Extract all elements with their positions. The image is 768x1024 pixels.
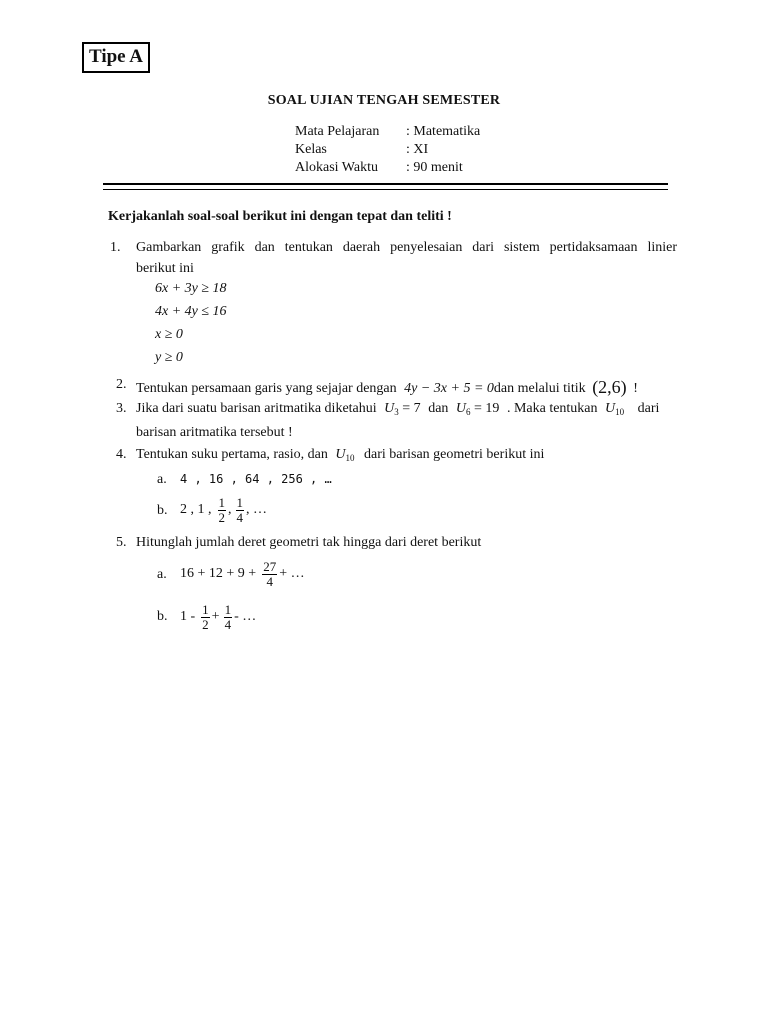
- point-coordinate: (2,6): [592, 377, 627, 397]
- question-text: [136, 447, 544, 464]
- text-segment: dan melalui titik: [493, 381, 586, 396]
- meta-label-class: Kelas: [295, 142, 327, 157]
- text-segment: dari: [637, 401, 660, 416]
- term-index: 6: [466, 407, 471, 417]
- instruction-text: Kerjakanlah soal-soal berikut ini dengan tepat dan teliti !: [108, 209, 452, 224]
- meta-label-subject: Mata Pelajaran: [295, 124, 380, 139]
- series-terms: 16 + 12 + 9 +: [180, 565, 257, 581]
- text-segment: Tentukan suku pertama, rasio, dan: [136, 447, 328, 462]
- exam-type-label: Tipe A: [88, 46, 144, 68]
- question-text: Gambarkan grafik dan tentukan daerah penyelesaian dari sistem pertidaksamaan linier: [136, 240, 677, 255]
- series-a: [180, 553, 305, 595]
- question-number: 4.: [116, 447, 127, 462]
- term-symbol: U: [605, 401, 616, 416]
- text-segment: dari barisan geometri berikut ini: [363, 447, 545, 462]
- fraction: [201, 603, 210, 631]
- fraction: [218, 496, 227, 524]
- header-divider-bottom: [103, 189, 668, 190]
- question-text: Hitunglah jumlah deret geometri tak hingga dari deret berikut: [136, 535, 482, 550]
- separator: ,: [228, 501, 232, 517]
- sequence-a: 4 , 16 , 64 , 256 , …: [180, 472, 332, 486]
- operator: +: [211, 608, 220, 624]
- series-terms: 1 -: [180, 608, 196, 624]
- text-segment: dan: [428, 401, 449, 416]
- term-symbol: U: [384, 401, 395, 416]
- inequality: 4x + 4y ≤ 16: [155, 304, 227, 319]
- denominator: 4: [266, 573, 273, 589]
- term-symbol: U: [455, 401, 467, 416]
- fraction: [224, 603, 233, 631]
- series-ellipsis: - …: [234, 608, 257, 624]
- header-divider-top: [103, 183, 668, 185]
- question-text-cont: barisan aritmatika tersebut !: [136, 425, 293, 440]
- sequence-ellipsis: , …: [246, 501, 267, 517]
- term-index: 10: [615, 407, 625, 417]
- numerator: 1: [202, 601, 209, 617]
- question-number: 3.: [116, 401, 127, 416]
- inequality: y ≥ 0: [155, 350, 183, 365]
- denominator: 2: [202, 616, 209, 632]
- meta-label-duration: Alokasi Waktu: [295, 160, 378, 175]
- question-text: [136, 377, 638, 399]
- meta-value-duration: : 90 menit: [406, 160, 463, 175]
- text-segment: . Maka tentukan: [506, 401, 598, 416]
- option-label: a.: [157, 567, 167, 582]
- denominator: 4: [236, 509, 243, 525]
- exam-title: SOAL UJIAN TENGAH SEMESTER: [267, 93, 501, 108]
- series-b: [180, 596, 256, 638]
- question-number: 5.: [116, 535, 127, 550]
- term-index: 10: [345, 453, 355, 463]
- question-text-cont: berikut ini: [136, 261, 194, 276]
- meta-value-subject: : Matematika: [406, 124, 481, 139]
- numerator: 1: [218, 494, 225, 510]
- numerator: 1: [224, 601, 232, 617]
- sequence-terms: 2 , 1 ,: [180, 501, 212, 517]
- denominator: 2: [218, 509, 225, 525]
- text-segment: !: [633, 381, 638, 396]
- series-ellipsis: + …: [279, 565, 305, 581]
- question-number: 2.: [116, 377, 127, 392]
- term-value: = 19: [474, 401, 500, 416]
- exam-type-box: [82, 42, 150, 73]
- meta-value-class: : XI: [406, 142, 429, 157]
- inequality: 6x + 3y ≥ 18: [155, 281, 227, 296]
- numerator: 1: [236, 494, 243, 510]
- inequality: x ≥ 0: [155, 327, 183, 342]
- term-symbol: U: [335, 447, 346, 462]
- fraction: [236, 496, 245, 524]
- denominator: 4: [224, 616, 232, 632]
- option-label: b.: [157, 609, 168, 624]
- numerator: 27: [263, 558, 277, 574]
- sequence-b: [180, 490, 267, 530]
- term-value: = 7: [402, 401, 421, 416]
- text-segment: Tentukan persamaan garis yang sejajar dengan: [136, 381, 397, 396]
- term-index: 3: [394, 407, 399, 417]
- option-label: a.: [157, 472, 167, 487]
- option-label: b.: [157, 503, 168, 518]
- line-equation: 4y − 3x + 5 = 0: [404, 381, 494, 396]
- question-text: [136, 401, 680, 418]
- fraction: [262, 560, 277, 588]
- question-number: 1.: [110, 240, 121, 255]
- text-segment: Jika dari suatu barisan aritmatika diketahui: [136, 401, 377, 416]
